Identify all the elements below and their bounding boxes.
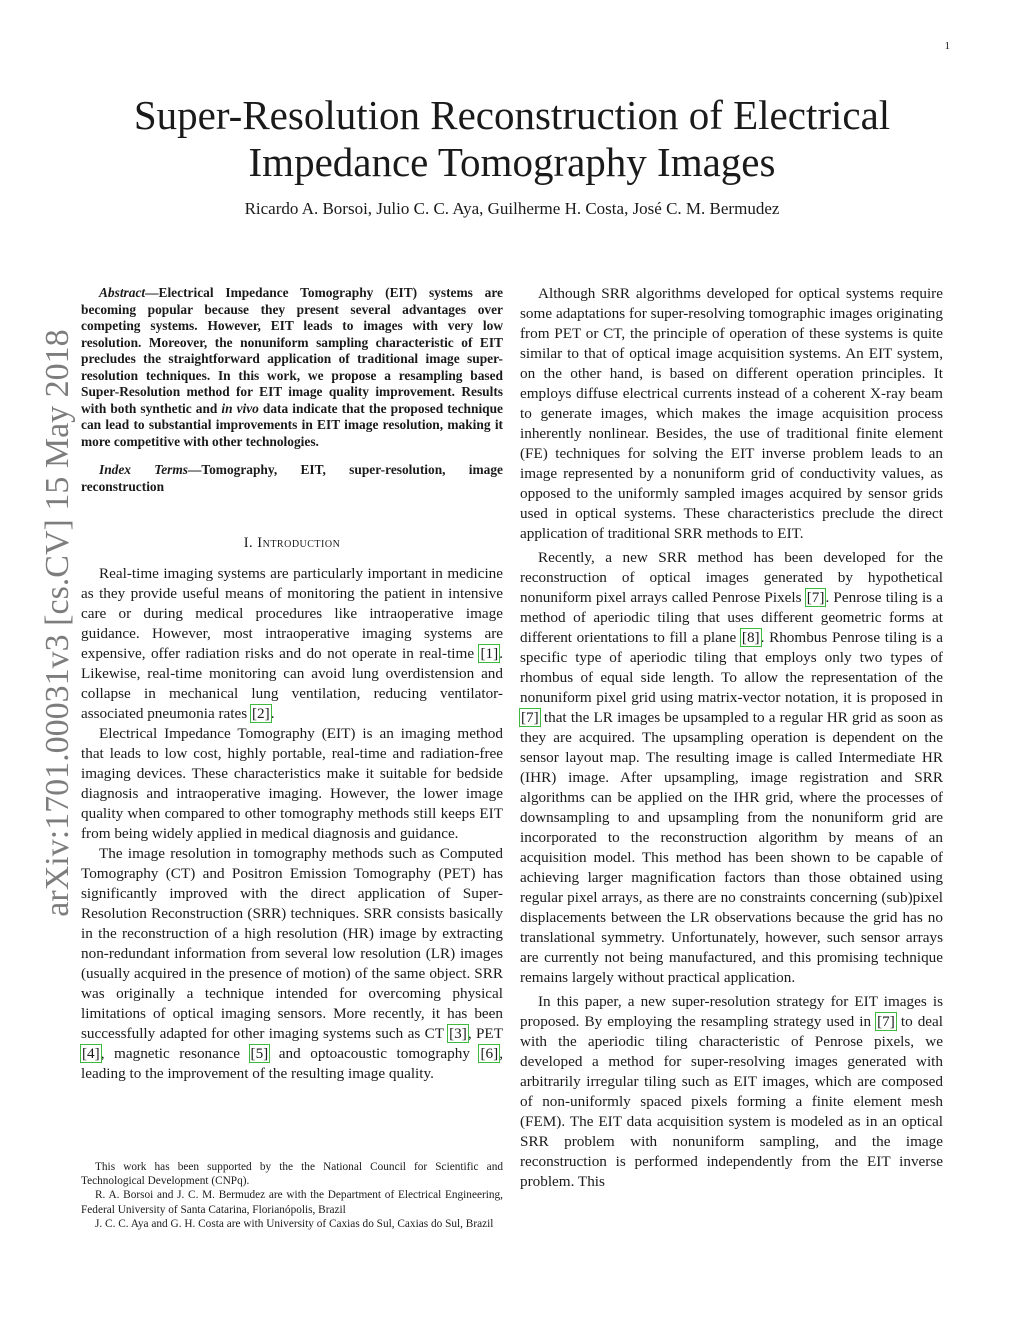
paragraph-5 <box>520 548 943 988</box>
arxiv-identifier-stamp: arXiv:1701.00031v3 [cs.CV] 15 May 2018 <box>39 329 76 917</box>
abstract-dash: — <box>145 285 159 300</box>
p5-text-d: that the LR images be upsampled to a regular HR grid as soon as they are acquired. The upsampling operation is dependent on the sensor layout map. The resulting image is called Intermediate HR (IHR) image. After upsampling, image registration and SRR algorithms can be applied on the IHR grid, where the processes of downsampling to and upsampling from the nonuniform grid are incorporated to the reconstruction algorithm by means of an acquisition model. This method has been shown to be capable of achieving larger magnification factors than those obtained using regular pixel arrays, as there are no constraints concerning (sub)pixel displacements between the LR observations because the grid has no translational symmetry. Unfortunately, however, such sensor arrays are currently not being manufactured, and this promising technique remains largely without practical application. <box>520 709 943 986</box>
index-terms <box>81 462 503 495</box>
abstract-in-vivo: in vivo <box>221 400 259 416</box>
footnotes <box>81 1160 503 1231</box>
p5-text-c: . Rhombus Penrose tiling is a specific type of aperiodic tiling that employs only two types of rhombus of equal side length. To allow the representation of the nonuniform pixel grid using matrix-vector notation, it is proposed in <box>520 629 944 706</box>
p3-text-b: , PET <box>467 1025 503 1042</box>
p3-text-d: and optoacoustic tomography <box>269 1045 480 1062</box>
footnote-affiliation-ufsc: R. A. Borsoi and J. C. M. Bermudez are with the Department of Electrical Engineering, Federal University of Santa Catarina, Florianópolis, Brazil <box>81 1189 503 1216</box>
paragraph-4: Although SRR algorithms developed for optical systems require some adaptations for super-resolving tomographic images originating from PET or CT, the principle of operation of these systems is quite similar to that of optical image acquisition systems. An EIT system, on the other hand, is based on different operation principles. It employs diffuse electrical currents instead of a coherent X-ray beam to generate images, which makes the image acquisition process inherently nonlinear. Besides, the use of traditional finite element (FE) techniques for solving the EIT inverse problem leads to an image represented by a nonuniform grid of conductivity values, as opposed to the uniformly sampled images acquired by sensor grids used in optical systems. These characteristics preclude the direct application of traditional SRR methods to EIT. <box>520 285 943 542</box>
p1-text-c: . <box>270 705 275 722</box>
footnote-affiliation-ucs: J. C. C. Aya and G. H. Costa are with University of Caxias do Sul, Caxias do Sul, Brazil <box>95 1217 494 1230</box>
paragraph-6 <box>520 992 943 1192</box>
p1-text-a: Real-time imaging systems are particularly important in medicine as they provide useful means of monitoring the patient in intensive care or during medical procedures like intraoperative image guidance. However, most intraoperative imaging systems are expensive, offer radiation risks and do not operate in real-time <box>81 565 503 662</box>
author-list: Ricardo A. Borsoi, Julio C. C. Aya, Guilherme H. Costa, José C. M. Bermudez <box>244 199 780 218</box>
citation-link[interactable]: [6] <box>480 1045 499 1062</box>
section-heading-introduction: I. Introduction <box>243 535 341 551</box>
p3-text-c: , magnetic resonance <box>100 1045 250 1062</box>
paragraph-1 <box>81 564 503 724</box>
p1-text-b: . Likewise, real-time monitoring can avoid lung overdistension and collapse in mechanical lung ventilation, reducing ventilator-associated pneumonia rates <box>81 645 503 722</box>
page-number: 1 <box>944 40 950 52</box>
p6-text-a: In this paper, a new super-resolution strategy for EIT images is proposed. By employing the resampling strategy used in <box>520 993 943 1030</box>
citation-link[interactable]: [8] <box>741 629 760 646</box>
index-terms-label: Index Terms <box>99 462 189 477</box>
citation-link[interactable]: [5] <box>250 1045 269 1062</box>
p5-text-a: Recently, a new SRR method has been developed for the reconstruction of optical images generated by hypothetical nonuniform pixel arrays called Penrose Pixels <box>520 549 943 606</box>
p3-text-e: , leading to the improvement of the resulting image quality. <box>81 1045 503 1082</box>
footnote-funding: This work has been supported by the the National Council for Scientific and Technological Development (CNPq). <box>81 1161 503 1188</box>
abstract-label: Abstract <box>99 285 146 300</box>
citation-link[interactable]: [2] <box>251 705 270 722</box>
citation-link[interactable]: [3] <box>449 1025 467 1042</box>
citation-link[interactable]: [4] <box>82 1045 100 1062</box>
index-terms-text: Tomography, EIT, super-resolution, image reconstruction <box>81 462 503 494</box>
abstract <box>81 285 503 450</box>
index-terms-dash: — <box>188 462 202 477</box>
abstract-text-2: data indicate that the proposed technique can lead to substantial improvements in EIT image resolution, making it more competitive with other technologies. <box>81 400 503 449</box>
abstract-text-1: Electrical Impedance Tomography (EIT) systems are becoming popular because they present several advantages over competing systems. However, EIT leads to images with very low resolution. Moreover, the nonuniform sampling characteristic of EIT precludes the straightforward application of traditional image super-resolution techniques. In this work, we propose a resampling based Super-Resolution method for EIT image quality improvement. Results with both synthetic and <box>81 285 503 416</box>
left-column <box>81 285 503 1084</box>
paper-title: Super-Resolution Reconstruction of Electrical Impedance Tomography Images <box>133 92 891 185</box>
paragraph-3 <box>81 844 503 1084</box>
citation-link[interactable]: [1] <box>480 645 499 662</box>
citation-link[interactable]: [7] <box>877 1013 895 1030</box>
p3-text-a: The image resolution in tomography methods such as Computed Tomography (CT) and Positron Emission Tomography (PET) has significantly improved with the direct application of Super-Resolution Reconstruction (SRR) techniques. SRR consists basically in the reconstruction of a high resolution (HR) image by extracting non-redundant information from several low resolution (LR) images (usually acquired in the presence of motion) of the same object. SRR was originally a technique intended for overcoming physical limitations of optical imaging sensors. More recently, it has been successfully adapted for other imaging systems such as CT <box>81 845 503 1042</box>
citation-link[interactable]: [7] <box>806 589 825 606</box>
right-column <box>520 284 943 1192</box>
paragraph-2: Electrical Impedance Tomography (EIT) is an imaging method that leads to low cost, highly portable, real-time and radiation-free imaging devices. These characteristics make it suitable for bedside diagnosis and intraoperative imaging. However, the lower image quality when compared to other tomography methods still keeps EIT from being widely applied in medical diagnosis and guidance. <box>81 725 503 842</box>
citation-link[interactable]: [7] <box>521 709 539 726</box>
p6-text-b: to deal with the aperiodic tiling characteristic of Penrose pixels, we developed a method for super-resolving images generated with arbitrarily irregular tiling such as EIT images, which are composed of non-uniformly spaced pixels forming a finite element mesh (FEM). The EIT data acquisition system is modeled as in an optical SRR problem with nonuniform sampling, and the image reconstruction is performed independently from the EIT inverse problem. This <box>520 1013 943 1190</box>
p5-text-b: . Penrose tiling is a method of aperiodic tiling that uses different geometric forms at different orientations to fill a plane <box>520 589 943 646</box>
